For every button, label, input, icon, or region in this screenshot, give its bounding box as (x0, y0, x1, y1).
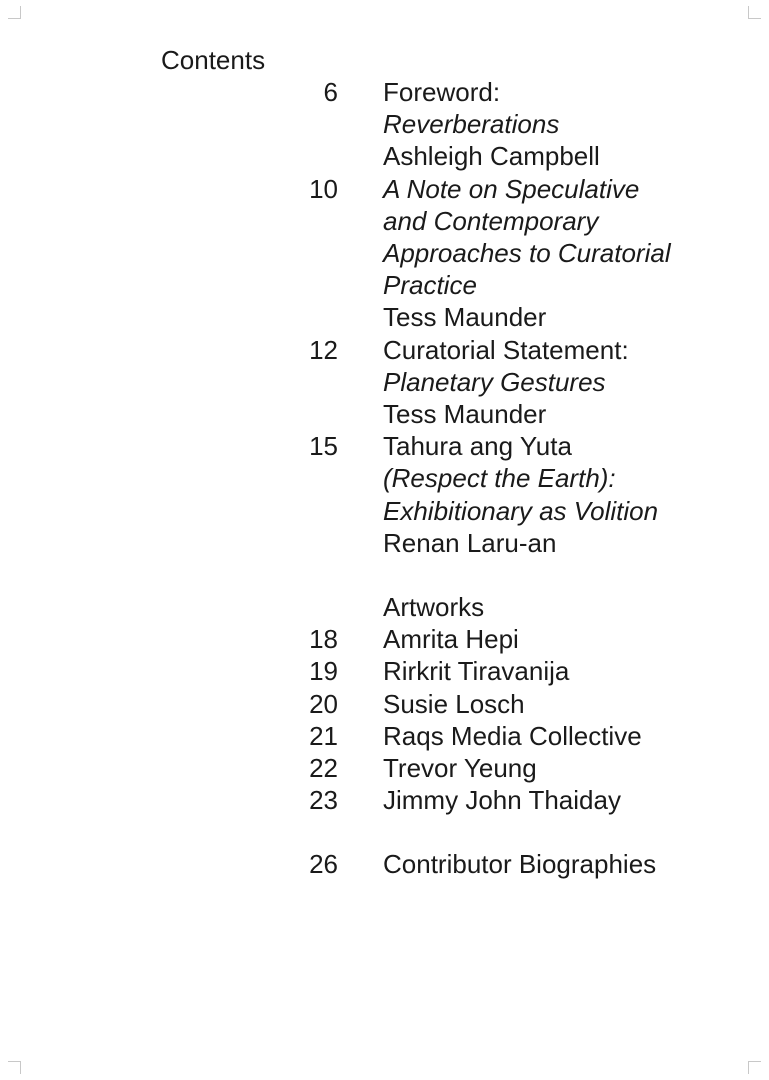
entry-title: Contributor Biographies (383, 849, 657, 880)
page-number: 12 (309, 334, 338, 365)
section-gap (0, 816, 769, 848)
entry-line: Planetary Gestures (383, 366, 606, 397)
artist-name: Jimmy John Thaiday (383, 785, 621, 816)
entry-line: Ashleigh Campbell (383, 141, 600, 172)
page-number: 22 (309, 753, 338, 784)
artist-name: Rirkrit Tiravanija (383, 656, 570, 687)
toc-entry-artwork[interactable] (0, 688, 769, 720)
artist-name: Trevor Yeung (383, 753, 537, 784)
entry-line: Practice (383, 270, 477, 301)
toc-entry[interactable] (0, 76, 769, 173)
entry-line: Approaches to Curatorial (383, 238, 671, 269)
artist-name: Susie Losch (383, 688, 525, 719)
entry-line: Foreword: (383, 77, 501, 107)
toc-entry-artwork[interactable] (0, 784, 769, 816)
entry-line: (Respect the Earth): (383, 463, 616, 494)
page-number: 15 (309, 431, 338, 462)
entry-line: Curatorial Statement: (383, 334, 629, 365)
page-number: 19 (309, 656, 338, 687)
entry-line: Tahura ang Yuta (383, 431, 572, 462)
page-number: 6 (323, 77, 338, 107)
artist-name: Amrita Hepi (383, 624, 519, 655)
crop-mark-bottom-right (748, 1061, 761, 1074)
toc-entry[interactable] (0, 334, 769, 431)
essay-list (0, 76, 769, 559)
artworks-heading: Artworks (383, 592, 485, 623)
entry-line: Tess Maunder (383, 302, 547, 333)
toc-entry-artwork[interactable] (0, 655, 769, 687)
artworks-list (0, 623, 769, 816)
toc-entry[interactable] (0, 430, 769, 559)
entry-line: A Note on Speculative (383, 173, 640, 204)
contents-heading: Contents (161, 45, 266, 75)
toc-entry[interactable] (0, 173, 769, 334)
toc-entry-artwork[interactable] (0, 752, 769, 784)
table-of-contents (0, 76, 769, 881)
entry-line: Renan Laru-an (383, 527, 557, 558)
page-number: 21 (309, 720, 338, 751)
artist-name: Raqs Media Collective (383, 720, 642, 751)
toc-entry-biographies[interactable] (0, 848, 769, 880)
crop-mark-top-left (8, 6, 21, 19)
page-number: 20 (309, 688, 338, 719)
entry-line: Tess Maunder (383, 399, 547, 430)
page-number: 26 (309, 849, 338, 880)
toc-entry-artwork[interactable] (0, 623, 769, 655)
entry-line: Reverberations (383, 109, 560, 140)
entry-line: and Contemporary (383, 205, 599, 236)
page-number: 23 (309, 785, 338, 816)
page-number: 10 (309, 173, 338, 204)
section-gap (0, 559, 769, 591)
crop-mark-bottom-left (8, 1061, 21, 1074)
entry-line: Exhibitionary as Volition (383, 495, 659, 526)
crop-mark-top-right (748, 6, 761, 19)
toc-entry-artwork[interactable] (0, 720, 769, 752)
page-number: 18 (309, 624, 338, 655)
